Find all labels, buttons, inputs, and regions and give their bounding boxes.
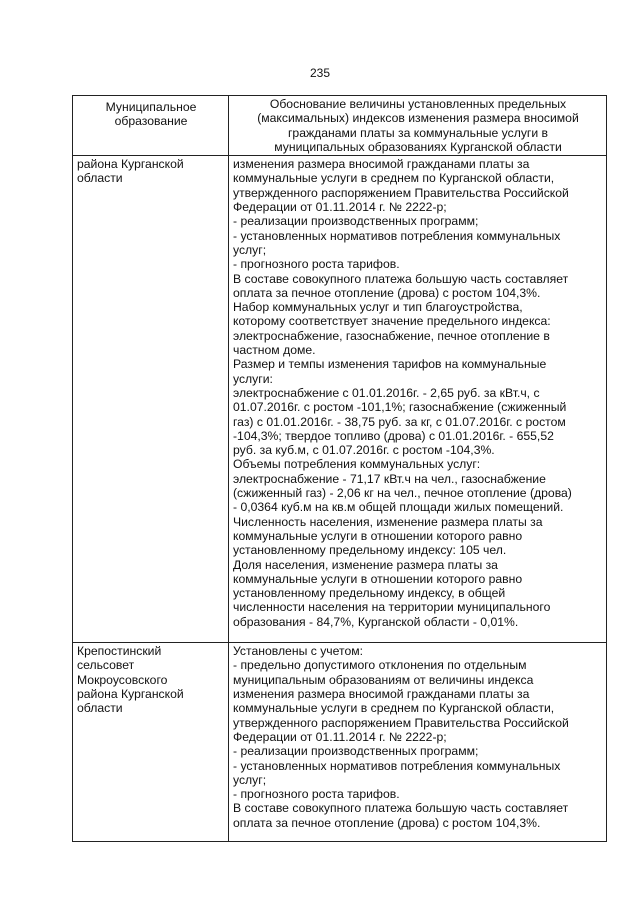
header-line: Обоснование величины установленных предельных [269, 97, 567, 111]
header-line: образование [114, 114, 188, 129]
municipality-line: района Курганской [77, 687, 184, 702]
justification-line: частном доме. [233, 343, 316, 358]
justification-line: коммунальные услуги в отношении которого равно [233, 528, 523, 543]
justification-line: изменения размера вносимой гражданами платы за [233, 157, 530, 172]
justification-line: - установленных нормативов потребления коммунальных [233, 758, 561, 773]
justification-line: утвержденного распоряжением Правительства Российской [233, 185, 569, 200]
tariff-index-table [72, 95, 607, 842]
justification-line: образования - 84,7%, Курганской области - 0,01%. [233, 614, 519, 629]
justification-line: изменения размера вносимой гражданами платы за [233, 687, 530, 702]
header-line: муниципальных образованиях Курганской области [274, 139, 562, 154]
justification-line: электроснабжение, газоснабжение, печное отопление в [233, 328, 550, 343]
justification-line: - 0,0364 куб.м на кв.м общей площади жилых помещений. [233, 500, 564, 515]
page-number: 235 [309, 66, 331, 80]
justification-line: коммунальные услуги в отношении которого равно [233, 571, 523, 586]
justification-line: Федерации от 01.11.2014 г. № 2222-р; [233, 729, 447, 744]
table-row [73, 643, 607, 842]
justification-line: -104,3%; твердое топливо (дрова) с 01.01.2016г. - 655,52 [233, 428, 554, 443]
justification-line: Размер и темпы изменения тарифов на коммунальные [233, 357, 547, 372]
justification-line: - предельно допустимого отклонения по отдельным [233, 658, 527, 673]
justification-line: коммунальные услуги в среднем по Курганской области, [233, 171, 555, 186]
justification-line: (сжиженный газ) - 2,06 кг на чел., печное отопление (дрова) [233, 486, 572, 501]
justification-line: руб. за куб.м, с 01.07.2016г. с ростом -104,3%. [233, 443, 495, 458]
justification-line: услуги: [233, 371, 273, 386]
municipality-line: области [77, 701, 123, 716]
justification-line: оплата за печное отопление (дрова) с ростом 104,3%. [233, 285, 541, 300]
municipality-line: района Курганской [77, 157, 184, 172]
justification-line: Федерации от 01.11.2014 г. № 2222-р; [233, 200, 447, 215]
municipality-cell [73, 156, 229, 643]
justification-line: утвержденного распоряжением Правительства Российской [233, 715, 569, 730]
justification-line: - прогнозного роста тарифов. [233, 257, 400, 272]
justification-line: В составе совокупного платежа большую часть составляет [233, 271, 569, 286]
justification-line: установленному предельному индексу: 105 чел. [233, 543, 507, 558]
justification-line: численности населения на территории муниципального [233, 600, 551, 615]
justification-line: - прогнозного роста тарифов. [233, 787, 400, 802]
justification-line: муниципальным образованиям от величины индекса [233, 672, 534, 687]
justification-line: оплата за печное отопление (дрова) с ростом 104,3%. [233, 815, 541, 830]
justification-line: - установленных нормативов потребления коммунальных [233, 228, 561, 243]
table-row [73, 156, 607, 643]
header-line: Муниципальное [105, 100, 197, 114]
municipality-cell [73, 643, 229, 842]
justification-line: 01.07.2016г. с ростом -101,1%; газоснабжение (сжиженный [233, 400, 567, 415]
header-municipality [73, 96, 229, 156]
municipality-line: сельсовет [77, 658, 135, 673]
justification-line: - реализации производственных программ; [233, 214, 479, 229]
municipality-line: Мокроусовского [77, 672, 168, 687]
justification-line: электроснабжение - 71,17 кВт.ч на чел., газоснабжение [233, 471, 546, 486]
justification-line: Доля населения, изменение размера платы за [233, 557, 498, 572]
header-line: гражданами платы за коммунальные услуги в [287, 125, 549, 140]
justification-line: Объемы потребления коммунальных услуг: [233, 457, 481, 472]
justification-line: В составе совокупного платежа большую часть составляет [233, 801, 569, 816]
municipality-line: Крепостинский [77, 644, 162, 659]
justification-line: Набор коммунальных услуг и тип благоустройства, [233, 300, 523, 315]
header-justification [229, 96, 607, 156]
justification-line: электроснабжение с 01.01.2016г. - 2,65 руб. за кВт.ч, с [233, 385, 540, 400]
justification-cell [229, 156, 607, 643]
justification-line: установленному предельному индексу, в общей [233, 586, 506, 601]
justification-line: - реализации производственных программ; [233, 744, 479, 759]
justification-line: коммунальные услуги в среднем по Курганской области, [233, 701, 555, 716]
justification-line: которому соответствует значение предельного индекса: [233, 314, 551, 329]
municipality-line: области [77, 171, 123, 186]
justification-line: услуг; [233, 242, 267, 257]
justification-cell [229, 643, 607, 842]
table-header-row [73, 96, 607, 156]
justification-line: газ) с 01.01.2016г. - 38,75 руб. за кг, с 01.07.2016г. с ростом [233, 414, 566, 429]
justification-line: Установлены с учетом: [233, 644, 363, 659]
justification-line: Численность населения, изменение размера платы за [233, 514, 543, 529]
header-line: (максимальных) индексов изменения размера вносимой [257, 111, 579, 126]
justification-line: услуг; [233, 772, 267, 787]
